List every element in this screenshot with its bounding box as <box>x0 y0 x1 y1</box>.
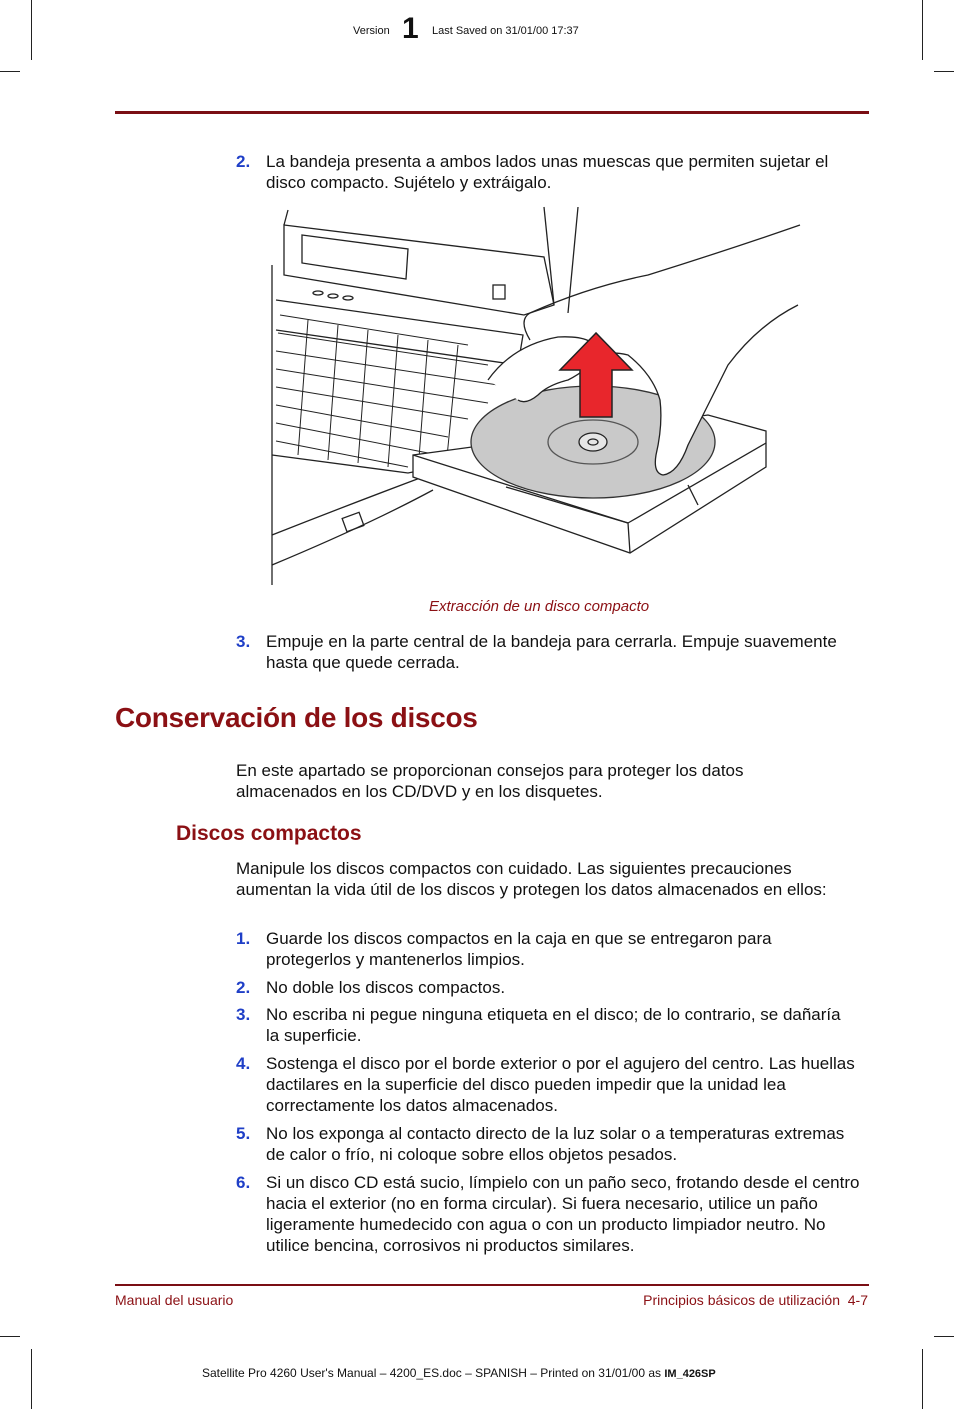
list-item: Sostenga el disco por el borde exterior o por el agujero del centro. Las huellas dactilares en la superficie del disco pueden impedir que la unidad lea correctamente los datos almacenados. <box>266 1054 855 1115</box>
subsection-intro: Manipule los discos compactos con cuidado. Las siguientes precauciones aumentan la vida útil de los discos y protegen los datos almacenados en ellos: <box>236 859 827 899</box>
step-number: 3. <box>236 632 251 651</box>
figure-caption: Extracción de un disco compacto <box>429 598 650 615</box>
step-text: La bandeja presenta a ambos lados unas muescas que permiten sujetar el disco compacto. Sujételo y extráigalo. <box>266 152 829 192</box>
print-text: Satellite Pro 4260 User's Manual – 4200_ES.doc – SPANISH – Printed on 31/01/00 as <box>202 1366 662 1380</box>
step-number: 2. <box>236 152 251 171</box>
list-item: No escriba ni pegue ninguna etiqueta en el disco; de lo contrario, se dañaría la superficie. <box>266 1005 841 1045</box>
list-number: 2. <box>236 978 251 997</box>
list-number: 6. <box>236 1173 251 1192</box>
list-item: No doble los discos compactos. <box>266 978 506 997</box>
crop-mark <box>31 1349 32 1409</box>
crop-mark <box>922 0 923 60</box>
print-code: IM_426SP <box>664 1368 716 1380</box>
list-item: Si un disco CD está sucio, límpielo con un paño seco, frotando desde el centro hacia el exterior (no en forma circular). Si fuera necesario, utilice un paño ligeramente humedecido con agua o con un producto limpiador neutro. No utilice bencina, corrosivos ni productos similares. <box>266 1173 860 1255</box>
crop-mark <box>0 71 20 72</box>
crop-mark <box>934 71 954 72</box>
list-number: 4. <box>236 1054 251 1073</box>
list-item: No los exponga al contacto directo de la luz solar o a temperaturas extremas de calor o frío, ni coloque sobre ellos objetos pesados. <box>266 1124 845 1164</box>
footer-rule <box>115 1284 869 1286</box>
crop-mark <box>31 0 32 60</box>
footer-left: Manual del usuario <box>115 1292 234 1308</box>
crop-mark <box>922 1349 923 1409</box>
print-line <box>202 1366 716 1380</box>
version-label: Version <box>353 25 390 37</box>
section-title: Conservación de los discos <box>115 702 478 733</box>
subsection-title: Discos compactos <box>176 822 362 845</box>
crop-mark <box>0 1336 20 1337</box>
list-item: Guarde los discos compactos en la caja en que se entregaron para protegerlos y mantenerlos limpios. <box>266 929 772 969</box>
footer-right: Principios básicos de utilización 4-7 <box>643 1292 868 1308</box>
list-number: 1. <box>236 929 251 948</box>
step-text: Empuje en la parte central de la bandeja para cerrarla. Empuje suavemente hasta que quede cerrada. <box>266 632 837 672</box>
list-number: 3. <box>236 1005 251 1024</box>
header-rule <box>115 111 869 114</box>
section-intro: En este apartado se proporcionan consejos para proteger los datos almacenados en los CD/DVD y en los disquetes. <box>236 761 744 801</box>
laptop-cd-eject-illustration <box>268 205 808 590</box>
crop-mark <box>934 1336 954 1337</box>
last-saved: Last Saved on 31/01/00 17:37 <box>432 25 579 37</box>
list-number: 5. <box>236 1124 251 1143</box>
version-number: 1 <box>402 12 419 45</box>
